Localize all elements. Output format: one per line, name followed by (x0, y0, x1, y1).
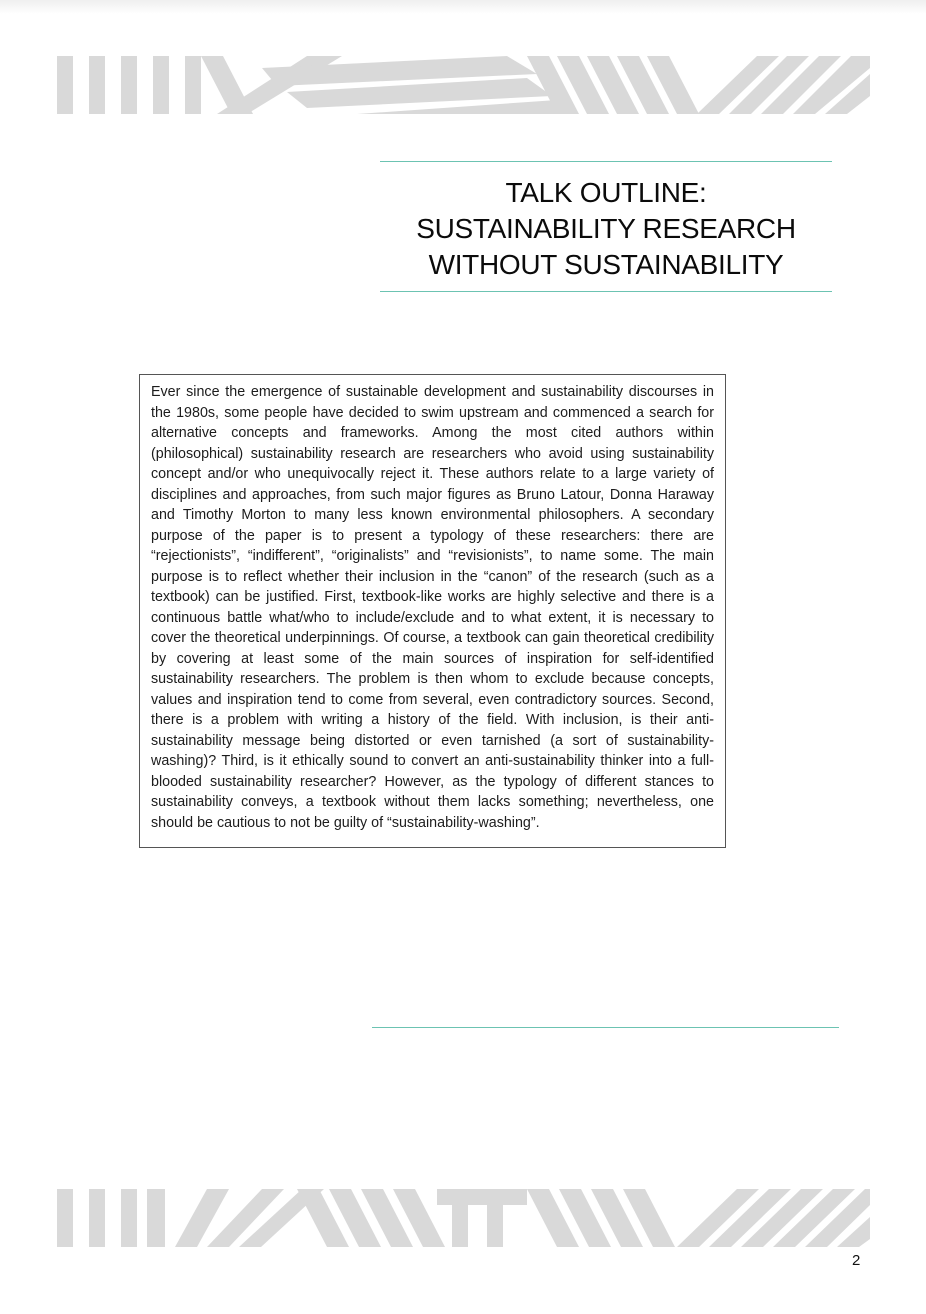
title-top-rule (380, 161, 832, 162)
abstract-box (139, 374, 726, 848)
page-title (380, 175, 832, 283)
title-line-3: WITHOUT SUSTAINABILITY (428, 249, 784, 280)
title-bottom-rule (380, 291, 832, 292)
page-top-shadow (0, 0, 926, 14)
title-line-1: TALK OUTLINE: (505, 177, 707, 208)
lower-divider-rule (372, 1027, 839, 1028)
page-number: 2 (852, 1252, 861, 1269)
decorative-header-band (57, 56, 870, 114)
abstract-text: Ever since the emergence of sustainable development and sustainability discourses in the 1980s, some people have decided to swim upstream and commenced a search for alternative concepts and frameworks. Among the most cited authors within (philosophical) sustainability research are researchers who avoid using sustainability concept and/or who unequivocally reject it. These authors relate to a large variety of disciplines and approaches, from such major figures as Bruno Latour, Donna Haraway and Timothy Morton to many less known environmental philosophers. A secondary purpose of the paper is to present a typology of these researchers: there are “rejectionists”, “indifferent”, “originalists” and “revisionists”, to name some. The main purpose is to reflect whether their inclusion in the “canon” of the research (such as a textbook) can be justified. First, textbook-like works are highly selective and there is a continuous battle what/who to include/exclude and to what extent, it is necessary to cover the theoretical underpinnings. Of course, a textbook can gain theoretical credibility by covering at least some of the main sources of inspiration for self-identified sustainability researchers. The problem is then whom to exclude because concepts, values and inspiration tend to come from several, even contradictory sources. Second, there is a problem with writing a history of the field. With inclusion, is their anti-sustainability message being distorted or even tarnished (a sort of sustainability-washing)? Third, is it ethically sound to convert an anti-sustainability thinker into a full-blooded sustainability researcher? However, as the typology of different stances to sustainability conveys, a textbook without them lacks something; nevertheless, one should be cautious to not be guilty of “sustainability-washing”. (151, 384, 714, 831)
title-line-2: SUSTAINABILITY RESEARCH (416, 213, 796, 244)
decorative-footer-band (57, 1189, 870, 1247)
